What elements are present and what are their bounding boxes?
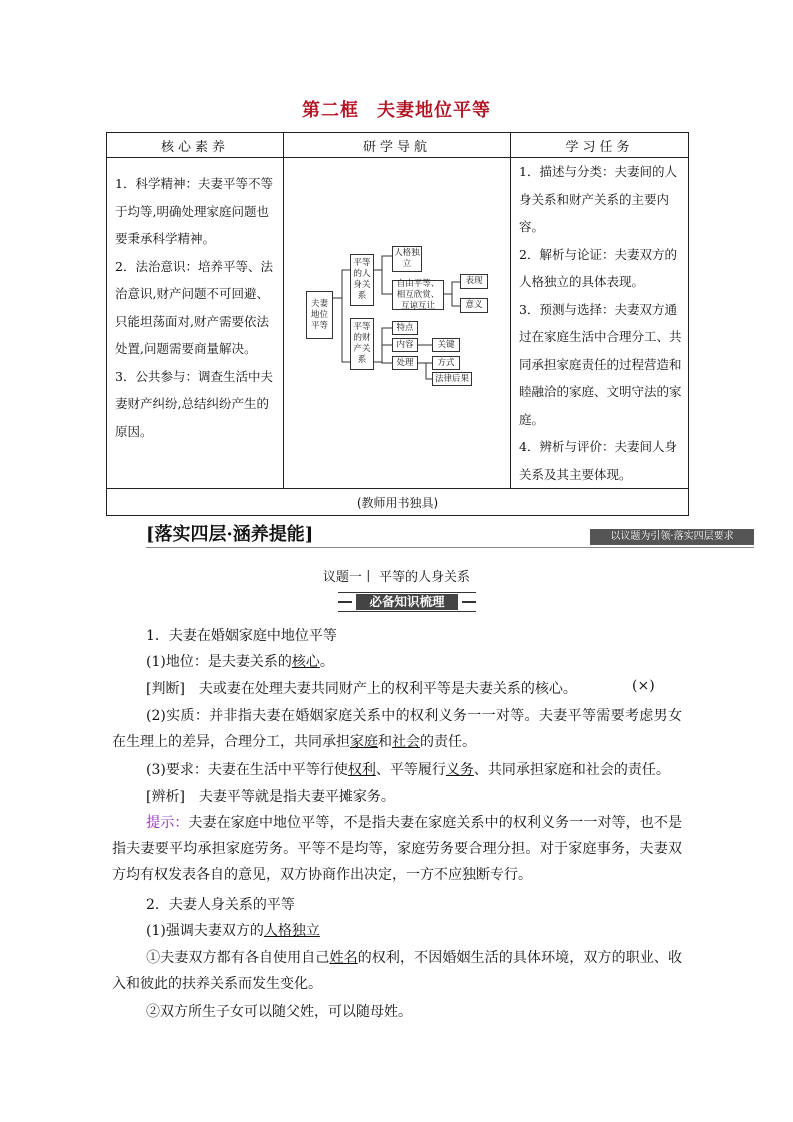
- header-guide: 研学导航: [284, 133, 511, 158]
- section-badge: [338, 592, 476, 612]
- core-item: 3．公共参与：调查生活中夫妻财产纠纷,总结纠纷产生的原因。: [115, 368, 273, 439]
- overview-table: [106, 132, 689, 516]
- mindmap-personal-relation: 平等的人身关系: [350, 254, 374, 306]
- point-1-2: (2)实质：并非指夫妻在婚姻家庭关系中的权利义务一一对等。夫妻平等需要考虑男女在生理上的差异，合理分工，共同承担家庭和社会的责任。: [112, 708, 682, 750]
- point-2-heading: 2．夫妻人身关系的平等: [146, 897, 295, 913]
- judgement-answer: (×): [632, 678, 655, 694]
- mindmap-handling: 处理: [392, 356, 418, 370]
- mindmap-cell: [284, 158, 511, 489]
- mindmap-equality: 自由平等、相互欣赏、互谅互让: [392, 280, 444, 310]
- judgement-line: [判断] 夫或妻在处理夫妻共同财产上的权利平等是夫妻关系的核心。: [146, 681, 577, 697]
- topic-heading: 议题一丨 平等的人身关系: [322, 570, 471, 585]
- tasks-cell: [511, 158, 689, 489]
- analysis-line: [辨析] 夫妻平等就是指夫妻平摊家务。: [146, 789, 395, 805]
- badge-label: 必备知识梳理: [356, 594, 458, 610]
- point-1-heading: 1．夫妻在婚姻家庭中地位平等: [146, 628, 337, 644]
- mindmap-expression: 表现: [460, 274, 488, 289]
- mindmap-feature: 特点: [392, 321, 418, 335]
- banner-tag: 以议题为引领·落实四层要求: [590, 529, 754, 545]
- banner-divider: [146, 547, 754, 548]
- point-2-1-a: ①夫妻双方都有各自使用自己姓名的权利，不因婚姻生活的具体环境，双方的职业、收入和彼此的扶养关系而发生变化。: [112, 950, 683, 992]
- task-item: 1．描述与分类：夫妻间的人身关系和财产关系的主要内容。: [519, 164, 677, 234]
- mindmap-independence: 人格独立: [392, 246, 422, 272]
- task-item: 4．辨析与评价：夫妻间人身关系及其主要体现。: [519, 439, 677, 482]
- point-1-1: (1)地位：是夫妻关系的核心。: [146, 654, 334, 670]
- badge-dash-right: [462, 601, 476, 603]
- mindmap-key: 关键: [432, 338, 460, 352]
- mindmap-method: 方式: [432, 356, 460, 370]
- section-banner: [落实四层·涵养提能]: [146, 524, 314, 545]
- point-2-1: (1)强调夫妻双方的人格独立: [146, 923, 320, 939]
- point-1-3: (3)要求：夫妻在生活中平等行使权利、平等履行义务、共同承担家庭和社会的责任。: [146, 762, 670, 778]
- mindmap-legal-consequence: 法律后果: [432, 372, 472, 386]
- mindmap-content: 内容: [392, 338, 418, 352]
- mindmap-root: 夫妻地位平等: [306, 291, 333, 339]
- mindmap: [284, 158, 510, 484]
- core-cell: [107, 158, 284, 489]
- core-item: 2．法治意识：培养平等、法治意识,财产问题不可回避、只能坦荡面对,财产需要依法处置,问题需要商量解决。: [115, 258, 273, 356]
- hint-paragraph: 提示：夫妻在家庭中地位平等，不是指夫妻在家庭关系中的权利义务一一对等，也不是指夫妻要平均承担家庭劳务。平等不是均等，家庭劳务要合理分担。对于家庭事务，夫妻双方均有权发表各自的意见，双方协商作出决定，一方不应独断专行。: [112, 815, 682, 883]
- header-tasks: 学习任务: [511, 133, 689, 158]
- page-title: 第二框 夫妻地位平等: [302, 100, 491, 121]
- task-item: 3．预测与选择：夫妻双方通过在家庭生活中合理分工、共同承担家庭责任的过程营造和睦融洽的家庭、文明守法的家庭。: [519, 301, 682, 427]
- task-item: 2．解析与论证：夫妻双方的人格独立的具体表现。: [519, 246, 677, 289]
- teacher-note: (教师用书独具): [107, 489, 689, 516]
- point-2-1-b: ②双方所生子女可以随父姓，可以随母姓。: [146, 1004, 412, 1020]
- mindmap-meaning: 意义: [460, 298, 488, 313]
- core-item: 1．科学精神：夫妻平等不等于均等,明确处理家庭问题也要秉承科学精神。: [115, 176, 273, 246]
- header-core: 核心素养: [107, 133, 284, 158]
- mindmap-property-relation: 平等的财产关系: [350, 318, 374, 370]
- badge-dash-left: [338, 601, 352, 603]
